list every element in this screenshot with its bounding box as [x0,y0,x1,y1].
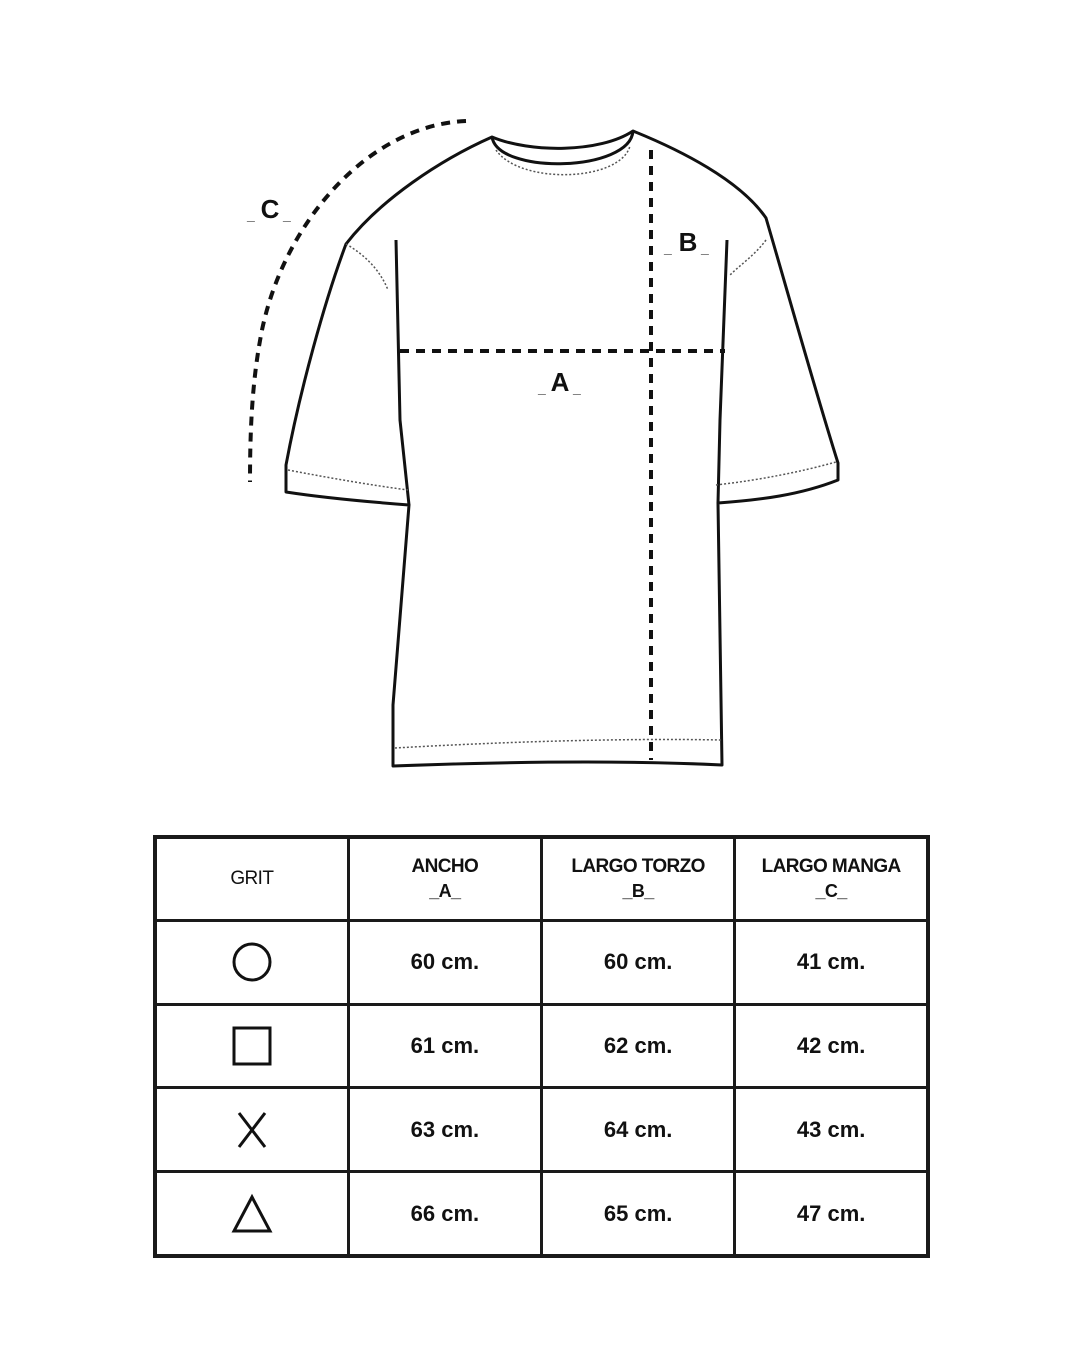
largo-manga-cell: 42 cm. [735,1004,928,1088]
largo-torzo-cell: 60 cm. [542,921,735,1005]
header-grit: GRIT [155,837,348,921]
size-cell [155,1172,348,1256]
largo-manga-cell: 43 cm. [735,1088,928,1172]
largo-torzo-cell: 64 cm. [542,1088,735,1172]
size-cell [155,1004,348,1088]
table-header-row [155,837,928,921]
header-ancho-label: ANCHO [411,856,479,877]
ancho-cell: 60 cm. [348,921,541,1005]
size-cell [155,1088,348,1172]
largo-torzo-cell: 62 cm. [542,1004,735,1088]
table-row [155,921,928,1005]
header-ancho [348,837,541,921]
svg-text:B: B [678,227,698,257]
size-cell [155,921,348,1005]
largo-manga-cell: 41 cm. [735,921,928,1005]
svg-text:_: _ [701,240,709,256]
triangle-icon [230,1192,274,1236]
table-row [155,1004,928,1088]
header-largo-torzo-label: LARGO TORZO [571,856,705,877]
header-largo-torzo [542,837,735,921]
header-largo-manga [735,837,928,921]
largo-manga-cell: 47 cm. [735,1172,928,1256]
svg-text:A: A [550,367,570,397]
largo-torzo-cell: 65 cm. [542,1172,735,1256]
svg-text:_: _ [664,240,672,256]
tshirt-outline [286,131,838,766]
ancho-cell: 61 cm. [348,1004,541,1088]
svg-text:_: _ [247,207,255,223]
x-icon [230,1108,274,1152]
header-largo-manga-code: _C_ [815,881,847,901]
svg-text:C: C [260,194,280,224]
svg-text:_: _ [573,380,581,396]
header-largo-manga-label: LARGO MANGA [761,856,901,877]
header-ancho-code: _A_ [429,881,461,901]
header-largo-torzo-code: _B_ [622,881,654,901]
size-table [153,835,930,1258]
circle-icon [230,940,274,984]
table-row [155,1172,928,1256]
svg-text:_: _ [283,207,291,223]
square-icon [230,1024,274,1068]
ancho-cell: 63 cm. [348,1088,541,1172]
ancho-cell: 66 cm. [348,1172,541,1256]
table-row [155,1088,928,1172]
svg-text:_: _ [538,380,546,396]
label-c [246,194,291,224]
